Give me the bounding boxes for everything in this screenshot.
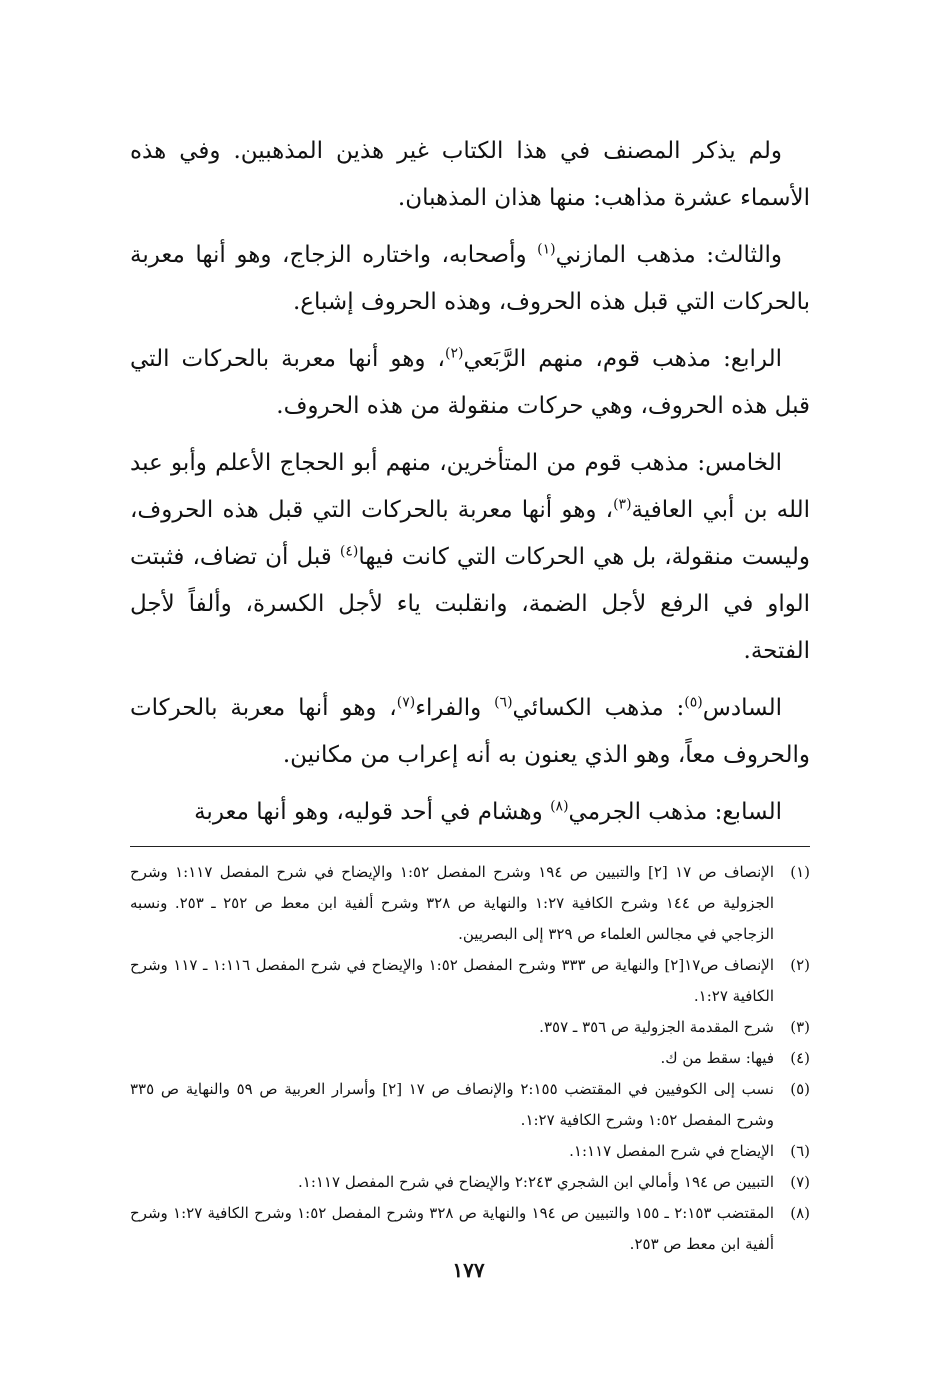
footnote-text: شرح المقدمة الجزولية ص ٣٥٦ ـ ٣٥٧. [539,1018,774,1036]
footnote [130,950,810,1012]
footnote-reference: (٨) [550,798,569,815]
footnote-reference: (٢) [444,345,464,362]
paragraph-text: والثالث: مذهب المازني [555,242,783,268]
footnote-number: (١) [790,863,810,881]
footnote-number: (٧) [790,1173,810,1191]
footnote [130,1012,810,1043]
footnote-text: الإنصاف ص١٧[٢] والنهاية ص ٣٣٣ وشرح المفصل ١:٥٢ والإيضاح في شرح المفصل ١:١١٦ ـ ١١٧ وشرح الكافية ١:٢٧. [130,956,774,1005]
footnote [130,1198,810,1260]
footnote-number: (٣) [790,1018,810,1036]
paragraph-text: قبل أن تضاف، فثبتت الواو في الرفع لأجل الضمة، وانقلبت ياء لأجل الكسرة، وألفاً لأجل الفتحة. [130,544,810,664]
paragraph-text: السادس [702,695,782,721]
paragraph-text: والفراء [415,695,495,721]
footnote-reference: (٥) [684,694,703,711]
paragraph-text: وأصحابه، واختاره الزجاج، وهو أنها معربة بالحركات التي قبل هذه الحروف، وهذه الحروف إشباع. [130,242,810,315]
footnote-text: التبيين ص ١٩٤ وأمالي ابن الشجري ٢:٢٤٣ والإيضاح في شرح المفصل ١:١١٧. [297,1173,774,1191]
main-paragraph [130,232,810,326]
main-paragraph [130,336,810,430]
main-paragraph [130,789,810,836]
footnote-text: الإيضاح في شرح المفصل ١:١١٧. [569,1142,774,1160]
page [130,128,810,1260]
footnote [130,1074,810,1136]
footnote-reference: (٤) [339,543,359,560]
footnote-separator [130,846,810,847]
main-text [130,128,810,836]
paragraph-text: ولم يذكر المصنف في هذا الكتاب غير هذين المذهبين. وفي هذه الأسماء عشرة مذاهب: منها هذان المذهبان. [130,138,810,211]
footnote-text: المقتضب ٢:١٥٣ ـ ١٥٥ والتبيين ص ١٩٤ والنهاية ص ٣٢٨ وشرح المفصل ١:٥٢ وشرح الكافية ١:٢٧ وشرح ألفية ابن معط ص ٢٥٣. [130,1204,774,1253]
footnote-reference: (٣) [613,496,632,513]
main-paragraph [130,685,810,779]
footnote [130,1043,810,1074]
footnote-number: (٨) [790,1204,810,1222]
footnote [130,1136,810,1167]
main-paragraph [130,440,810,675]
page-number: ١٧٧ [452,1258,485,1282]
footnote-reference: (١) [537,241,556,258]
footnote-number: (٤) [790,1049,810,1067]
paragraph-text: السابع: مذهب الجرمي [568,799,782,825]
footnote-text: نسب إلى الكوفيين في المقتضب ٢:١٥٥ والإنصاف ص ١٧ [٢] وأسرار العربية ص ٥٩ والنهاية ص ٣٣٥ وشرح المفصل ١:٥٢ وشرح الكافية ١:٢٧. [130,1080,774,1129]
footnote-reference: (٧) [396,694,416,711]
footnote-text: فيها: سقط من ك. [660,1049,774,1067]
footnote [130,857,810,950]
paragraph-text: ، وهو أنها معربة بالحركات والحروف معاً، وهو الذي يعنون به أنه إعراب من مكانين. [130,695,810,768]
paragraph-text: ، وهو أنها معربة بالحركات التي قبل هذه الحروف، وليست منقولة، بل هي الحركات التي كانت فيها [130,497,810,570]
paragraph-text: الرابع: مذهب قوم، منهم الرَّبَعي [463,346,782,372]
main-paragraph [130,128,810,222]
footnote-number: (٥) [790,1080,810,1098]
paragraph-text: : مذهب الكسائي [512,695,685,721]
footnote-number: (٦) [790,1142,810,1160]
paragraph-text: وهشام في أحد قوليه، وهو أنها معربة [194,799,551,825]
footnote-reference: (٦) [494,694,513,711]
footnote [130,1167,810,1198]
paragraph-text: الخامس: مذهب قوم من المتأخرين، منهم أبو الحجاج الأعلم وأبو عبد الله بن أبي العافية [130,450,810,523]
paragraph-text: ، وهو أنها معربة بالحركات التي قبل هذه الحروف، وهي حركات منقولة من هذه الحروف. [130,346,810,419]
footnotes [130,857,810,1260]
footnote-number: (٢) [790,956,810,974]
footnote-text: الإنصاف ص ١٧ [٢] والتبيين ص ١٩٤ وشرح المفصل ١:٥٢ والإيضاح في شرح المفصل ١:١١٧ وشرح الجزولية ص ١٤٤ وشرح الكافية ١:٢٧ والنهاية ص ٣٢٨ وشرح ألفية ابن معط ص ٢٥٢ ـ ٢٥٣. ونسبه الزجاجي في مجالس العلماء ص ٣٢٩ إلى البصريين. [130,863,775,943]
